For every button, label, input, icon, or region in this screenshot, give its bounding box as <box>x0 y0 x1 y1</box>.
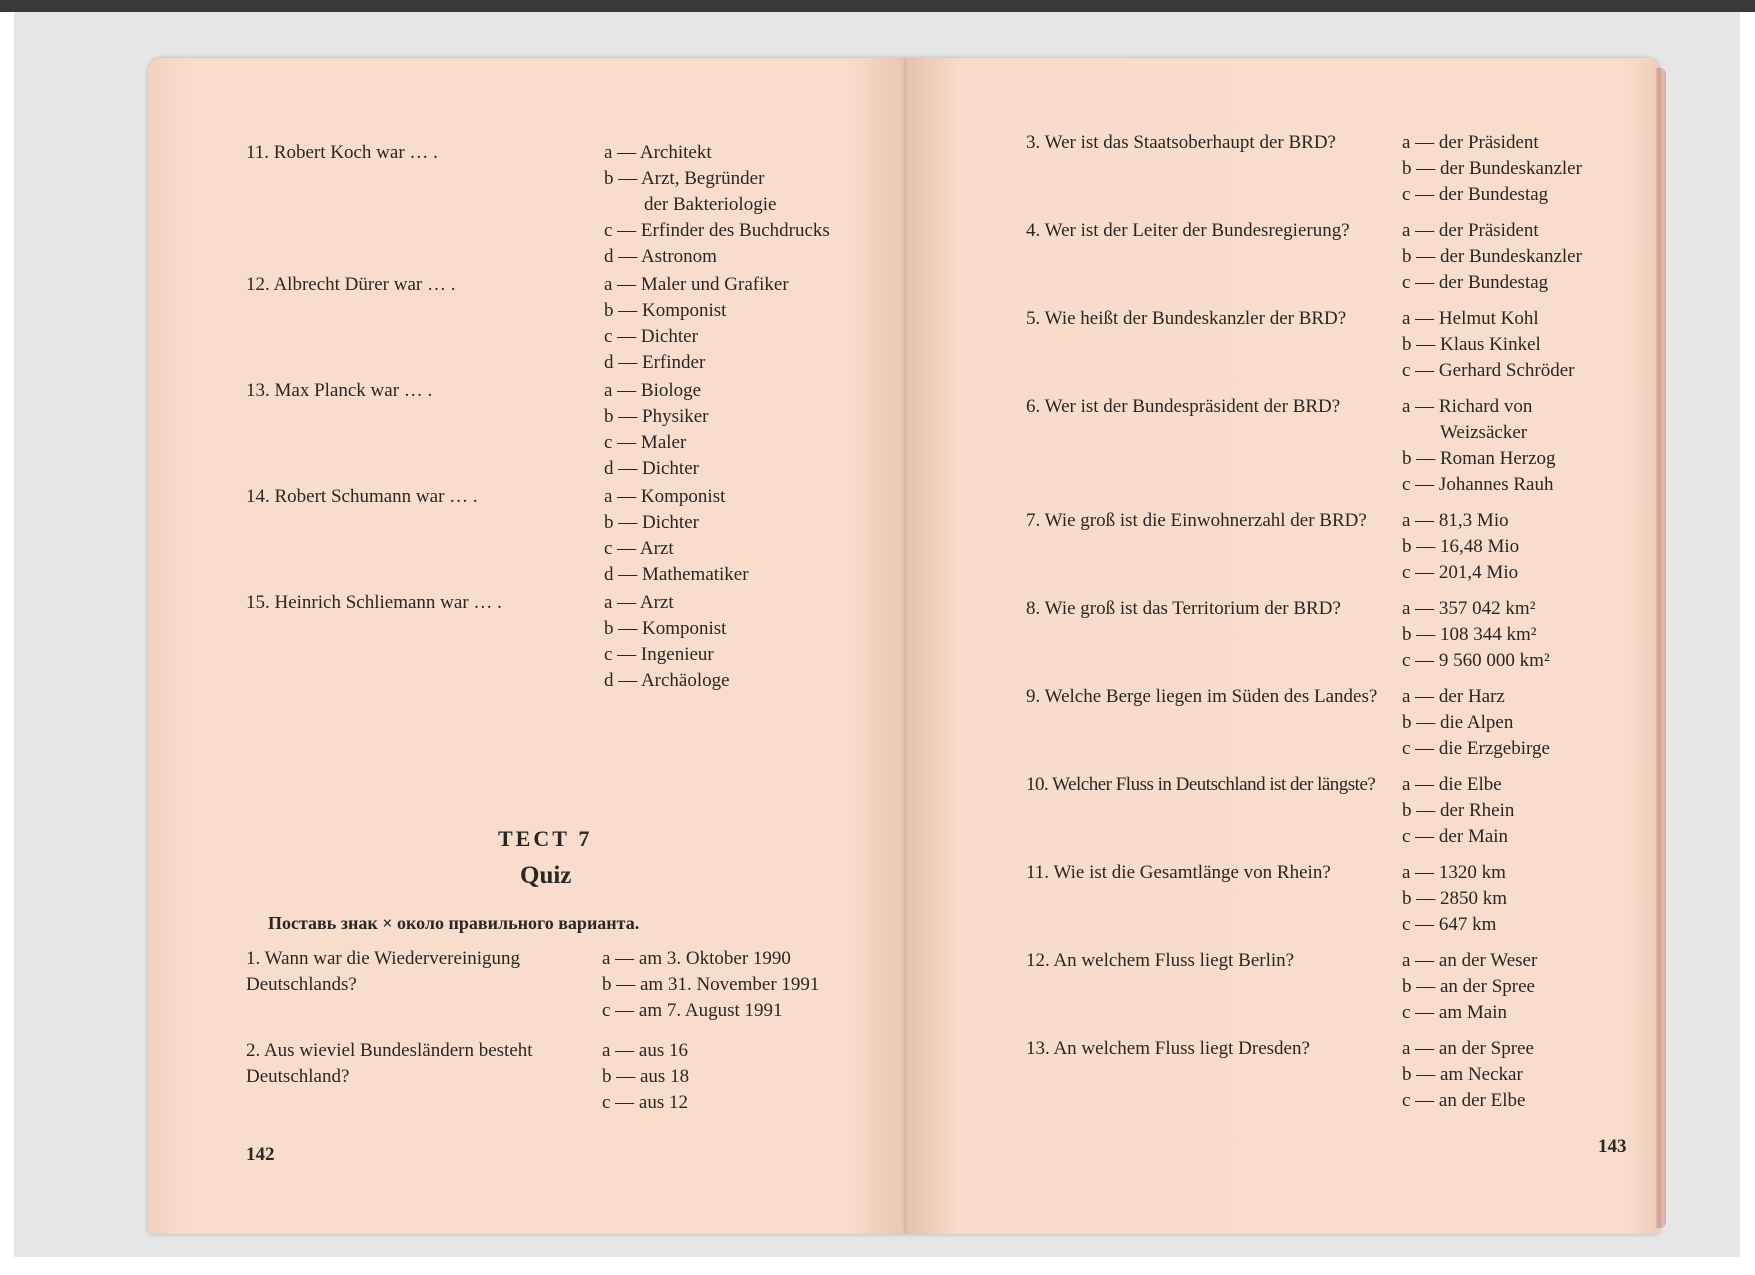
answer-options <box>604 590 730 694</box>
option: c — die Erzgebirge <box>1402 738 1550 759</box>
page-edge <box>1656 68 1666 1228</box>
option: b — aus 18 <box>602 1066 690 1087</box>
option: b — am 31. November 1991 <box>602 974 820 995</box>
option: a — Architekt <box>604 142 712 163</box>
question-text: 2. Aus wieviel Bundesländern besteht Deutschland? <box>246 1040 533 1087</box>
question-text: 11. Robert Koch war … . <box>246 142 438 163</box>
option: c — am Main <box>1402 1002 1508 1023</box>
answer-options <box>602 946 819 1024</box>
option: a — 357 042 km² <box>1402 598 1536 619</box>
right-page <box>906 58 1660 1234</box>
option: b — der Bundeskanzler <box>1402 158 1582 179</box>
option: b — Arzt, Begründer <box>604 168 765 189</box>
option: c — an der Elbe <box>1402 1090 1526 1111</box>
question-text: 12. Albrecht Dürer war … . <box>246 274 456 295</box>
option: b — Komponist <box>604 300 727 321</box>
open-book <box>148 58 1660 1234</box>
option: c — Ingenieur <box>604 644 714 665</box>
question-text: 13. Max Planck war … . <box>246 380 433 401</box>
answer-options <box>1402 948 1537 1026</box>
option: c — Erfinder des Buchdrucks <box>604 220 830 241</box>
option: b — die Alpen <box>1402 712 1514 733</box>
option: c — der Bundestag <box>1402 184 1549 205</box>
question-text: 9. Welche Berge liegen im Süden des Landes? <box>1026 686 1378 707</box>
option: c — 201,4 Mio <box>1402 562 1519 583</box>
option: a — der Präsident <box>1402 220 1539 241</box>
question-text: 7. Wie groß ist die Einwohnerzahl der BRD? <box>1026 510 1367 531</box>
option: a — der Harz <box>1402 686 1505 707</box>
option: d — Dichter <box>604 458 699 479</box>
option: c — der Bundestag <box>1402 272 1549 293</box>
instruction: Поставь знак × около правильного варианта. <box>268 913 640 933</box>
option: c — Arzt <box>604 538 674 559</box>
answer-options <box>1402 218 1582 296</box>
option: c — der Main <box>1402 826 1509 847</box>
answer-options <box>1402 130 1582 208</box>
option: a — Maler und Grafiker <box>604 274 789 295</box>
option: c — 647 km <box>1402 914 1497 935</box>
option: a — Komponist <box>604 486 726 507</box>
option: b — 108 344 km² <box>1402 624 1537 645</box>
answer-options <box>1402 684 1550 762</box>
option: b — der Bundeskanzler <box>1402 246 1582 267</box>
option: a — an der Spree <box>1402 1038 1534 1059</box>
question-text: 13. An welchem Fluss liegt Dresden? <box>1026 1038 1310 1059</box>
option: a — Arzt <box>604 592 674 613</box>
option: c — Dichter <box>604 326 698 347</box>
answer-options <box>1402 1036 1534 1114</box>
option: d — Erfinder <box>604 352 706 373</box>
option: c — Maler <box>604 432 687 453</box>
option-continued: der Bakteriologie <box>644 194 777 215</box>
answer-options <box>604 378 709 482</box>
answer-options <box>602 1038 689 1116</box>
option: b — Komponist <box>604 618 727 639</box>
question-text: 11. Wie ist die Gesamtlänge von Rhein? <box>1026 862 1331 883</box>
option: b — 16,48 Mio <box>1402 536 1520 557</box>
answer-options <box>604 484 749 588</box>
question-text: 1. Wann war die Wiedervereinigung Deutschlands? <box>246 948 520 995</box>
page-number-left: 142 <box>246 1144 275 1165</box>
left-page <box>148 58 906 1234</box>
question-text: 10. Welcher Fluss in Deutschland ist der längste? <box>1026 774 1376 795</box>
option: b — an der Spree <box>1402 976 1535 997</box>
option-continued: Weizsäcker <box>1440 422 1528 443</box>
option: a — aus 16 <box>602 1040 689 1061</box>
option: c — am 7. August 1991 <box>602 1000 783 1021</box>
option: a — Richard von <box>1402 396 1533 417</box>
option: d — Mathematiker <box>604 564 749 585</box>
option: b — 2850 km <box>1402 888 1508 909</box>
question-text: 8. Wie groß ist das Territorium der BRD? <box>1026 598 1341 619</box>
option: d — Astronom <box>604 246 717 267</box>
option: b — am Neckar <box>1402 1064 1523 1085</box>
answer-options <box>1402 508 1519 586</box>
answer-options <box>604 272 789 376</box>
question-text: 4. Wer ist der Leiter der Bundesregierung? <box>1026 220 1350 241</box>
option: a — der Präsident <box>1402 132 1539 153</box>
answer-options <box>1402 394 1556 498</box>
option: c — 9 560 000 km² <box>1402 650 1550 671</box>
option: a — die Elbe <box>1402 774 1502 795</box>
question-text: 3. Wer ist das Staatsoberhaupt der BRD? <box>1026 132 1336 153</box>
option: c — Gerhard Schröder <box>1402 360 1575 381</box>
quiz-title: Quiz <box>520 862 572 889</box>
option: b — Klaus Kinkel <box>1402 334 1541 355</box>
option: a — an der Weser <box>1402 950 1538 971</box>
option: c — Johannes Rauh <box>1402 474 1554 495</box>
question-text: 15. Heinrich Schliemann war … . <box>246 592 502 613</box>
test-title: ТЕСТ 7 <box>498 826 593 851</box>
option: d — Archäologe <box>604 670 730 691</box>
question-text: 12. An welchem Fluss liegt Berlin? <box>1026 950 1295 971</box>
question-text: 5. Wie heißt der Bundeskanzler der BRD? <box>1026 308 1347 329</box>
option: c — aus 12 <box>602 1092 689 1113</box>
option: a — Biologe <box>604 380 702 401</box>
option: b — Physiker <box>604 406 709 427</box>
page-number-right: 143 <box>1598 1136 1627 1157</box>
option: b — Dichter <box>604 512 699 533</box>
option: a — 1320 km <box>1402 862 1506 883</box>
answer-options <box>1402 772 1514 850</box>
question-text: 14. Robert Schumann war … . <box>246 486 478 507</box>
answer-options <box>1402 596 1550 674</box>
option: a — Helmut Kohl <box>1402 308 1539 329</box>
option: a — am 3. Oktober 1990 <box>602 948 791 969</box>
answer-options <box>604 140 830 270</box>
option: b — Roman Herzog <box>1402 448 1556 469</box>
option: a — 81,3 Mio <box>1402 510 1509 531</box>
answer-options <box>1402 306 1575 384</box>
answer-options <box>1402 860 1507 938</box>
question-text: 6. Wer ist der Bundespräsident der BRD? <box>1026 396 1341 417</box>
scan-top-edge <box>0 0 1755 12</box>
option: b — der Rhein <box>1402 800 1515 821</box>
